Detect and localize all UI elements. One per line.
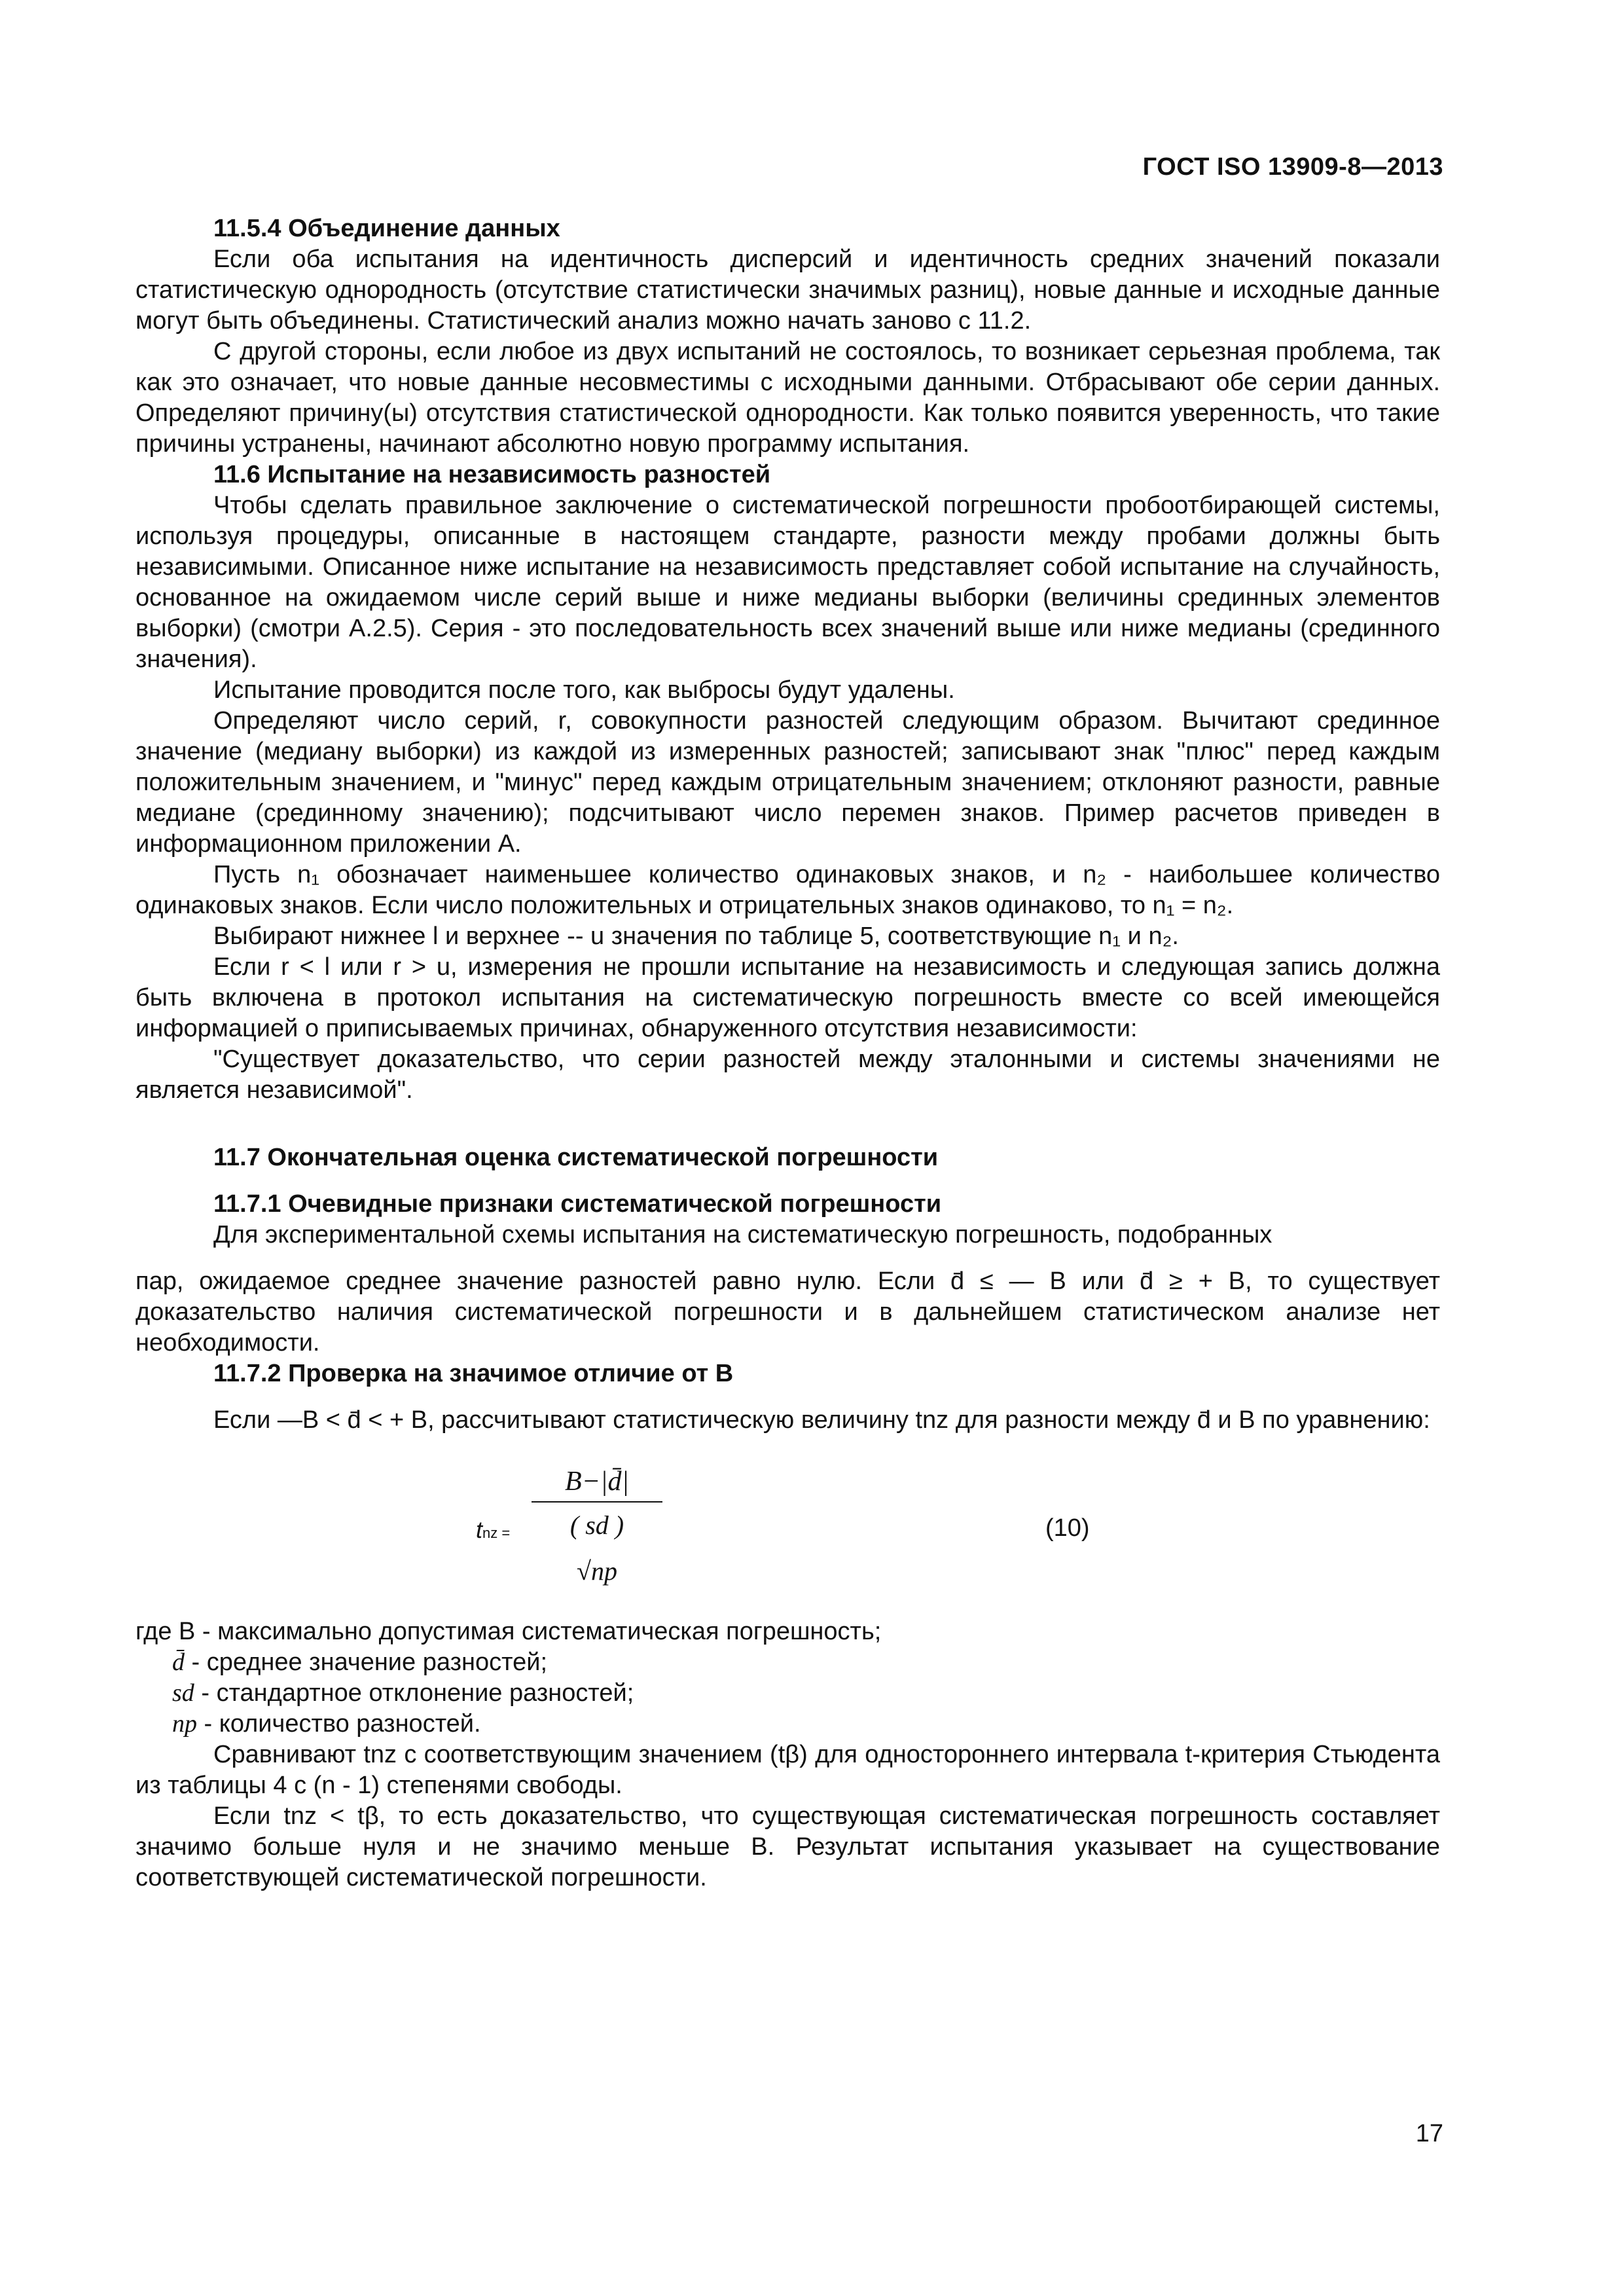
document-id-header: ГОСТ ISO 13909-8—2013 xyxy=(1142,153,1443,181)
paragraph: Если —B < d̄ < + B, рассчитывают статистическую величину tnz для разности между d̄ и B по уравнению: xyxy=(213,1406,1430,1434)
heading-11-7: 11.7 Окончательная оценка систематической погрешности xyxy=(213,1144,939,1171)
heading-11-6: 11.6 Испытание на независимость разностей xyxy=(213,461,771,488)
paragraph: Чтобы сделать правильное заключение о систематической погрешности пробоотбирающей системы, используя процедуры, описанные в настоящем стандарте, разности между пробами должны быть независимыми. Описанное ниже испытание на независимость представляет собой испытание на случайность, основанное на ожидаемом числе серий выше и ниже медианы выборки (величины срединных элементов выборки) (смотри А.2.5). Серия - это последовательность всех значений выше или ниже медианы (срединного значения). xyxy=(135,492,1440,673)
formula-lhs: tnz = xyxy=(476,1516,511,1543)
quoted-record: "Существует доказательство, что серии разностей между эталонными и системы значениями не является независимой". xyxy=(135,1046,1440,1104)
heading-11-7-2: 11.7.2 Проверка на значимое отличие от B xyxy=(213,1360,734,1387)
symbol-definitions xyxy=(135,1647,1440,1740)
definition-item: np - количество разностей. xyxy=(172,1710,481,1738)
formula-numerator: B−|d̄| xyxy=(532,1462,662,1503)
formula-denominator-top: ( sd ) xyxy=(569,1510,624,1540)
paragraph: Испытание проводится после того, как выбросы будут удалены. xyxy=(213,676,955,704)
paragraph: Для экспериментальной схемы испытания на систематическую погрешность, подобранных xyxy=(213,1221,1272,1248)
paragraph: Если tnz < tβ, то есть доказательство, что существующая систематическая погрешность составляет значимо больше нуля и не значимо меньше B. Результат испытания указывает на существование соответствующей систематической погрешности. xyxy=(135,1802,1440,1891)
definition-item: d̄ - среднее значение разностей; xyxy=(172,1649,548,1676)
where-clause: где B - максимально допустимая систематическая погрешность; xyxy=(135,1618,882,1645)
paragraph: Если оба испытания на идентичность дисперсий и идентичность средних значений показали статистическую однородность (отсутствие статистически значимых разниц), новые данные и исходные данные могут быть объединены. Статистический анализ можно начать заново с 11.2. xyxy=(135,246,1440,335)
paragraph: Сравнивают tnz с соответствующим значением (tβ) для одностороннего интервала t-критерия Стьюдента из таблицы 4 с (n - 1) степенями свободы. xyxy=(135,1741,1440,1799)
paragraph: Если r < l или r > u, измерения не прошли испытание на независимость и следующая запись должна быть включена в протокол испытания на систематическую погрешность вместе со всей имеющейся информацией о приписываемых причинах, обнаруженного отсутствия независимости: xyxy=(135,953,1440,1042)
formula-denominator xyxy=(532,1503,662,1594)
heading-11-7-1: 11.7.1 Очевидные признаки систематической погрешности xyxy=(213,1190,942,1218)
paragraph: Пусть n₁ обозначает наименьшее количество одинаковых знаков, и n₂ - наибольшее количество одинаковых знаков. Если число положительных и отрицательных знаков одинаково, то n₁ = n₂. xyxy=(135,861,1440,919)
paragraph: С другой стороны, если любое из двух испытаний не состоялось, то возникает серьезная проблема, так как это означает, что новые данные несовместимы с исходными данными. Отбрасывают обе серии данных. Определяют причину(ы) отсутствия статистической однородности. Как только появится уверенность, что такие причины устранены, начинают абсолютно новую программу испытания. xyxy=(135,338,1440,458)
paragraph: пар, ожидаемое среднее значение разностей равно нулю. Если d̄ ≤ — B или d̄ ≥ + B, то существует доказательство наличия систематической погрешности и в дальнейшем статистическом анализе нет необходимости. xyxy=(135,1267,1440,1357)
paragraph: Определяют число серий, r, совокупности разностей следующим образом. Вычитают срединное значение (медиану выборки) из каждой из измеренных разностей; записывают знак "плюс" перед каждым положительным значением, и "минус" перед каждым отрицательным значением; отклоняют разности, равные медиане (срединному значению); подсчитывают число перемен знаков. Пример расчетов приведен в информационном приложении А. xyxy=(135,707,1440,858)
formula-fraction xyxy=(532,1462,662,1594)
page-number: 17 xyxy=(1415,2120,1443,2147)
page-body xyxy=(135,213,1440,1893)
definition-item: sd - стандартное отклонение разностей; xyxy=(172,1679,634,1707)
paragraph: Выбирают нижнее l и верхнее -- u значения по таблице 5, соответствующие n₁ и n₂. xyxy=(213,922,1179,950)
formula-10 xyxy=(135,1462,1440,1599)
equation-number: (10) xyxy=(1045,1514,1090,1542)
formula-denominator-bottom: √np xyxy=(577,1556,617,1586)
heading-11-5-4: 11.5.4 Объединение данных xyxy=(213,215,560,242)
